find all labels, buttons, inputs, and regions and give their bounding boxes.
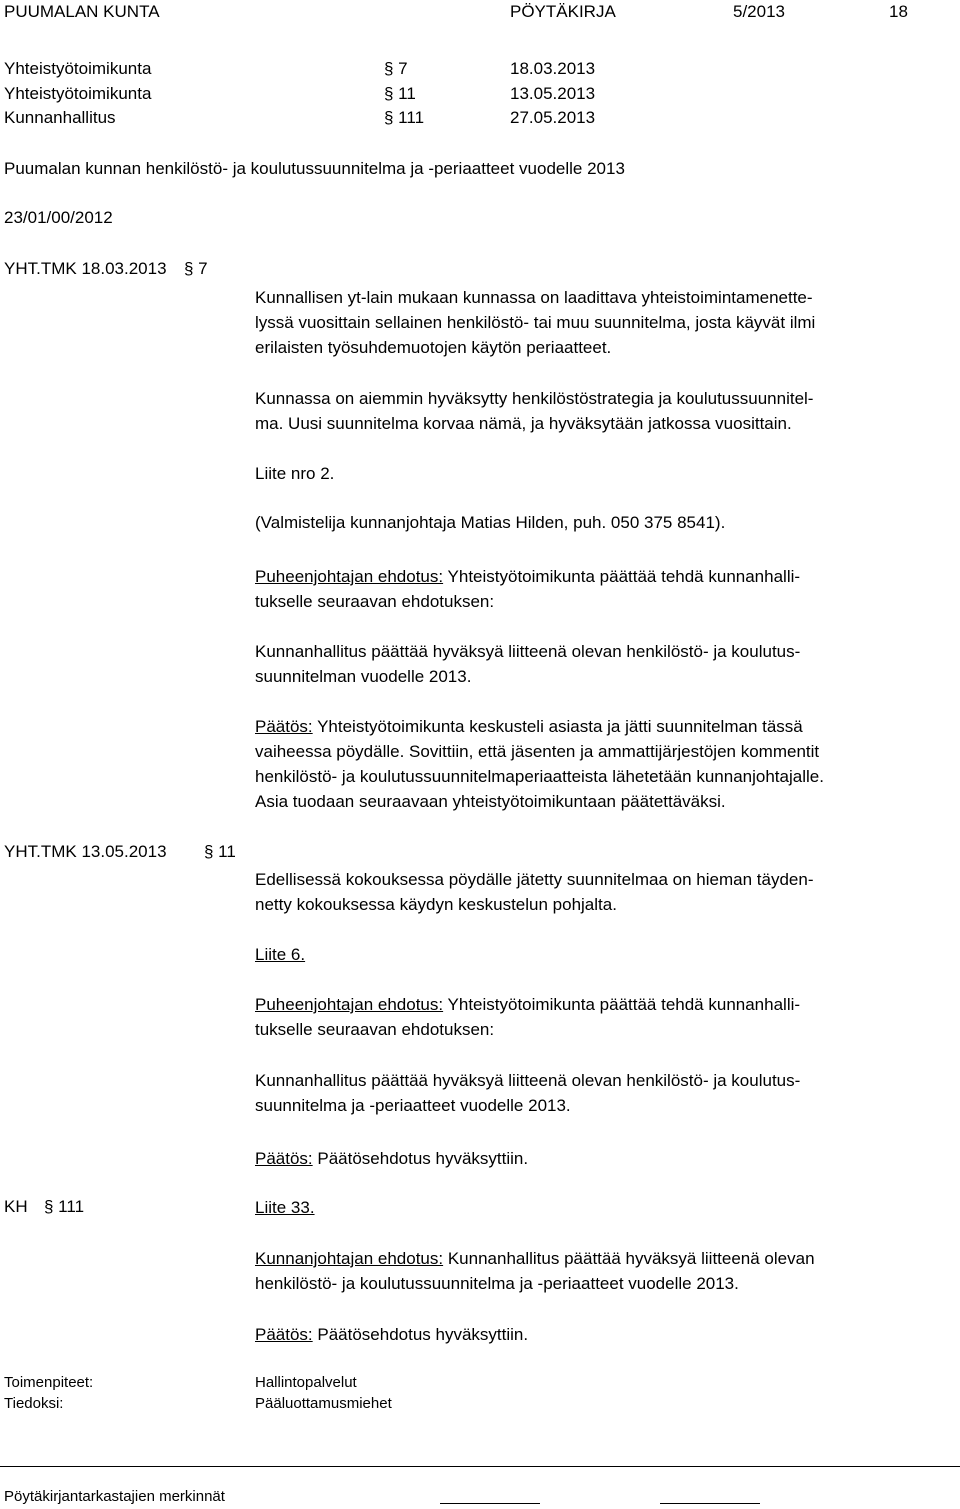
decision — [255, 1146, 955, 1171]
text-line: Kunnallisen yt-lain mukaan kunnassa on laadittava yhteistoimintamenette- — [255, 288, 813, 307]
handling-section: § 7 — [384, 59, 408, 78]
signature-line — [660, 1503, 760, 1504]
decision-text: Päätösehdotus hyväksyttiin. — [312, 1325, 529, 1344]
section-label: KH — [4, 1197, 28, 1216]
text-line: suunnitelma ja -periaatteet vuodelle 2013. — [255, 1096, 571, 1115]
handling-body: Yhteistyötoimikunta — [4, 59, 152, 78]
proposal-body — [255, 1068, 955, 1118]
handling-section: § 11 — [384, 84, 416, 103]
text-line: suunnitelman vuodelle 2013. — [255, 667, 472, 686]
decision-text: Päätösehdotus hyväksyttiin. — [312, 1149, 529, 1168]
actions-label: Toimenpiteet: — [4, 1374, 94, 1391]
text-line: lyssä vuosittain sellainen henkilöstö- tai muu suunnitelma, josta käyvät ilmi — [255, 313, 816, 332]
attachment-ref: Liite nro 2. — [255, 464, 335, 483]
signature-label: Pöytäkirjantarkastajien merkinnät — [4, 1488, 225, 1505]
section-body — [255, 867, 955, 917]
chair-proposal — [255, 564, 955, 614]
text-line: Kunnanhallitus päättää hyväksyä liitteenä olevan henkilöstö- ja koulutus- — [255, 1071, 801, 1090]
section-label: YHT.TMK 18.03.2013 — [4, 259, 167, 278]
text-line: vaiheessa pöydälle. Sovittiin, että jäsenten ja ammattijärjestöjen kommentit — [255, 742, 820, 761]
text-line: tukselle seuraavan ehdotuksen: — [255, 592, 495, 611]
text-line: tukselle seuraavan ehdotuksen: — [255, 1020, 495, 1039]
text-line: ma. Uusi suunnitelma korvaa nämä, ja hyväksytään jatkossa vuosittain. — [255, 414, 792, 433]
handling-date: 27.05.2013 — [510, 108, 596, 127]
decision — [255, 714, 955, 814]
attachment-ref: Liite 33. — [255, 1198, 315, 1217]
proposal-text: Kunnanhallitus päättää hyväksyä liitteenä olevan — [443, 1249, 815, 1268]
municipality-name: PUUMALAN KUNTA — [4, 2, 160, 21]
footer-divider — [0, 1466, 960, 1467]
section-number: § 11 — [204, 842, 236, 861]
proposal-text: Yhteistyötoimikunta päättää tehdä kunnanhalli- — [443, 567, 801, 586]
decision-label: Päätös: — [255, 1325, 313, 1344]
decision-label: Päätös: — [255, 1149, 313, 1168]
page-number: 18 — [889, 2, 908, 21]
text-line: netty kokouksessa käydyn keskustelun pohjalta. — [255, 895, 617, 914]
text-line: erilaisten työsuhdemuotojen käytön periaatteet. — [255, 338, 612, 357]
info-label: Tiedoksi: — [4, 1395, 64, 1412]
decision-label: Päätös: — [255, 717, 313, 736]
document-type: PÖYTÄKIRJA — [510, 2, 616, 21]
decision-text: Yhteistyötoimikunta keskusteli asiasta ja jätti suunnitelman tässä — [312, 717, 803, 736]
document-title: Puumalan kunnan henkilöstö- ja koulutussuunnitelma ja -periaatteet vuodelle 2013 — [4, 159, 625, 178]
handling-date: 13.05.2013 — [510, 84, 596, 103]
text-line: henkilöstö- ja koulutussuunnitelmaperiaatteista lähetetään kunnanjohtajalle. — [255, 767, 824, 786]
chair-proposal — [255, 992, 955, 1042]
section-number: § 7 — [184, 259, 208, 278]
handling-body: Kunnanhallitus — [4, 108, 116, 127]
decision — [255, 1322, 955, 1347]
proposal-text: Yhteistyötoimikunta päättää tehdä kunnanhalli- — [443, 995, 801, 1014]
proposal-label: Puheenjohtajan ehdotus: — [255, 567, 444, 586]
file-number: 23/01/00/2012 — [4, 208, 113, 227]
manager-proposal — [255, 1246, 955, 1296]
proposal-label: Puheenjohtajan ehdotus: — [255, 995, 444, 1014]
text-line: Asia tuodaan seuraavaan yhteistyötoimikuntaan päätettäväksi. — [255, 792, 726, 811]
text-line: Kunnassa on aiemmin hyväksytty henkilöstöstrategia ja koulutussuunnitel- — [255, 389, 814, 408]
signature-line — [440, 1503, 540, 1504]
handling-body: Yhteistyötoimikunta — [4, 84, 152, 103]
text-line: Edellisessä kokouksessa pöydälle jätetty suunnitelmaa on hieman täyden- — [255, 870, 814, 889]
handling-date: 18.03.2013 — [510, 59, 596, 78]
actions-value: Hallintopalvelut — [255, 1374, 357, 1391]
info-value: Pääluottamusmiehet — [255, 1395, 392, 1412]
attachment-ref: Liite 6. — [255, 945, 306, 964]
text-line: Kunnanhallitus päättää hyväksyä liitteenä olevan henkilöstö- ja koulutus- — [255, 642, 801, 661]
section-number: § 111 — [44, 1197, 85, 1216]
handling-section: § 111 — [384, 108, 425, 127]
section-body — [255, 386, 955, 436]
preparer-note: (Valmistelija kunnanjohtaja Matias Hilden, puh. 050 375 8541). — [255, 513, 726, 532]
section-body — [255, 285, 955, 360]
text-line: henkilöstö- ja koulutussuunnitelma ja -periaatteet vuodelle 2013. — [255, 1274, 739, 1293]
proposal-body — [255, 639, 955, 689]
section-label: YHT.TMK 13.05.2013 — [4, 842, 167, 861]
proposal-label: Kunnanjohtajan ehdotus: — [255, 1249, 444, 1268]
document-issue: 5/2013 — [733, 2, 785, 21]
